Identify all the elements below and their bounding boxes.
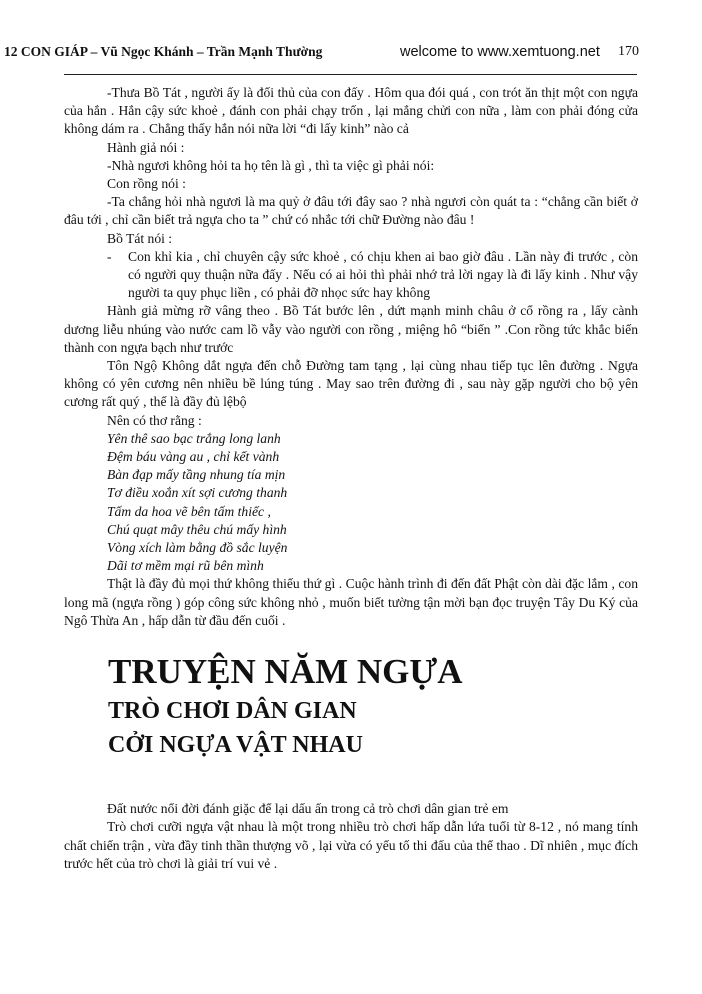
section-text [64, 800, 638, 874]
paragraph: Trò chơi cưỡi ngựa vật nhau là một trong nhiều trò chơi hấp dẫn lứa tuổi từ 8-12 , nó mang tính chất chiến trận , vừa đầy tinh thần thượng võ , lại vừa có yếu tố thi đấu của thể thao . Dĩ nhiên , mục đích trước hết của trò chơi là giải trí vui vẻ . [64, 819, 638, 872]
paragraph: Nên có thơ rằng : [107, 412, 202, 428]
main-text [64, 84, 638, 630]
paragraph: Bồ Tát nói : [107, 230, 173, 246]
poem-line: Tơ điều xoắn xít sợi cương thanh [107, 485, 288, 501]
paragraph: Hành giả mừng rỡ vâng theo . Bồ Tát bước lên , dứt mạnh minh châu ở cổ rồng ra , lấy cành dương liễu nhúng vào nước cam lồ vẫy vào người con rồng , miệng hô “biến ” .Con rồng tức khắc biến thành con ngựa bạch như trước [64, 303, 638, 355]
poem-line: Vòng xích làm bằng đồ sắc luyện [107, 540, 288, 556]
section-subtitle: TRÒ CHƠI DÂN GIAN [108, 698, 357, 724]
poem-line: Dãi tơ mềm mại rũ bên mình [107, 558, 264, 574]
section-subtitle: CỞI NGỰA VẬT NHAU [108, 732, 363, 758]
paragraph: -Thưa Bồ Tát , người ấy là đối thủ của con đấy . Hôm qua đói quá , con trót ăn thịt một con ngựa của hắn . Hắn cậy sức khoẻ , đánh con phải chạy trốn , lại mắng chửi con nữa , làm con phải đóng cửa không dám ra . Chẳng thấy hắn nói nữa lời “đi lấy kinh” nào cả [64, 85, 638, 137]
paragraph: Tôn Ngộ Không dắt ngựa đến chỗ Đường tam tạng , lại cùng nhau tiếp tục lên đường . Ngựa không có yên cương nên nhiều bề lúng túng . May sao trên đường đi , sau này gặp người cho bộ yên cương rất quý , thế là đầy đủ lệbộ [64, 358, 638, 410]
bullet-dash: - [107, 248, 112, 264]
book-title: 12 CON GIÁP – Vũ Ngọc Khánh – Trần Mạnh Thường [4, 44, 323, 59]
poem-line: Chú quạt mây thêu chú mấy hình [107, 521, 287, 537]
paragraph: Thật là đầy đủ mọi thứ không thiếu thứ gì . Cuộc hành trình đi đến đất Phật còn dài đặc lắm , con long mã (ngựa rồng ) góp công sức không nhỏ , muốn biết tường tận mời bạn đọc truyện Tây Du Ký của Ngô Thừa An , hấp dẫn từ đầu đến cuối . [64, 576, 638, 628]
section-title: TRUYỆN NĂM NGỰA [108, 652, 463, 691]
header-rule [64, 74, 637, 75]
paragraph: Con rồng nói : [107, 176, 186, 192]
poem-line: Đệm báu vàng au , chỉ kết vành [107, 449, 280, 465]
poem-line: Tấm da hoa vẽ bên tấm thiếc , [107, 503, 271, 519]
bullet-text: Con khỉ kia , chỉ chuyên cậy sức khoẻ , có chịu khen ai bao giờ đâu . Lần này đi trước , còn có người quy thuận nữa đấy . Nếu có ai hỏi thì phải nhớ trả lời ngay là đi lấy kinh . Như vậy người ta quy phục liền , có phải đỡ nhọc sức hay không [128, 248, 638, 301]
site-watermark: welcome to www.xemtuong.net [400, 44, 600, 60]
section-titles [108, 650, 463, 762]
paragraph: -Ta chẳng hỏi nhà ngươi là ma quỷ ở đâu tới đây sao ? nhà ngươi còn quát ta : “chẳng cần biết ở đâu tới , chỉ cần biết trả ngựa cho ta ” chứ có nhắc tới chữ Đường nào đâu ! [64, 194, 638, 228]
paragraph: -Nhà ngươi không hỏi ta họ tên là gì , thì ta việc gì phải nói: [107, 157, 435, 173]
bullet-item [64, 248, 638, 303]
paragraph: Đất nước nổi đời đánh giặc để lại dấu ấn trong cả trò chơi dân gian trẻ em [107, 801, 509, 816]
page-number: 170 [618, 44, 639, 59]
poem-line: Bàn đạp mấy tầng nhung tía mịn [107, 467, 286, 483]
poem-line: Yên thê sao bạc trắng long lanh [107, 430, 281, 446]
paragraph: Hành giả nói : [107, 139, 185, 155]
page-header [4, 44, 682, 64]
